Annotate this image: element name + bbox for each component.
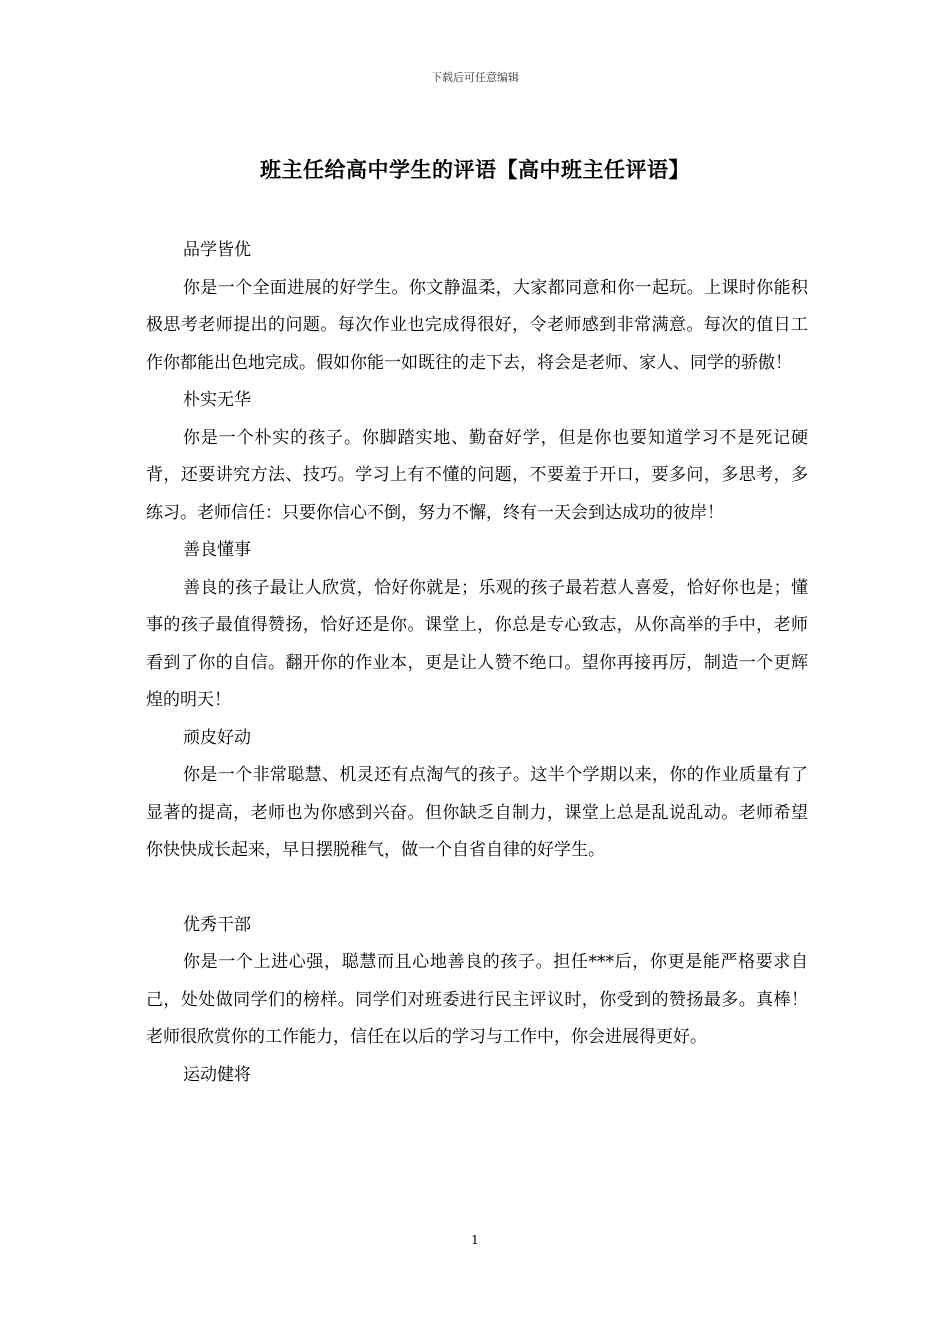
section-heading: 优秀干部 <box>183 914 251 935</box>
page-number: 1 <box>471 1233 479 1247</box>
section-heading: 朴实无华 <box>183 390 251 410</box>
section-heading: 品学皆优 <box>183 240 251 260</box>
section-heading: 顽皮好动 <box>183 727 251 748</box>
page-title: 班主任给高中学生的评语【高中班主任评语】 <box>260 157 690 182</box>
section-heading: 运动健将 <box>183 1064 251 1085</box>
blank-line <box>146 870 808 907</box>
section-paragraph: 你是一个全面进展的好学生。你文静温柔，大家都同意和你一起玩。上课时你能积极思考老师提出的问题。每次作业也完成得很好，令老师感到非常满意。每次的值日工作你都能出色地完成。假如你能一如既往的走下去，将会是老师、家人、同学的骄傲！ <box>146 277 808 373</box>
section-paragraph: 你是一个上进心强，聪慧而且心地善良的孩子。担任***后，你更是能严格要求自己，处处做同学们的榜样。同学们对班委进行民主评议时，你受到的赞扬最多。真棒！老师很欣赏你的工作能力，信任在以后的学习与工作中，你会进展得更好。 <box>146 952 808 1047</box>
section-paragraph: 你是一个非常聪慧、机灵还有点淘气的孩子。这半个学期以来，你的作业质量有了显著的提高，老师也为你感到兴奋。但你缺乏自制力，课堂上总是乱说乱动。老师希望你快快成长起来，早日摆脱稚气，做一个自省自律的好学生。 <box>146 765 808 860</box>
document-body <box>146 232 808 1094</box>
section-heading: 善良懂事 <box>183 540 251 560</box>
section-paragraph: 善良的孩子最让人欣赏，恰好你就是；乐观的孩子最若惹人喜爱，恰好你也是；懂事的孩子最值得赞扬，恰好还是你。课堂上，你总是专心致志，从你高举的手中，老师看到了你的自信。翻开你的作业本，更是让人赞不绝口。望你再接再厉，制造一个更辉煌的明天！ <box>146 577 808 710</box>
section-paragraph: 你是一个朴实的孩子。你脚踏实地、勤奋好学，但是你也要知道学习不是死记硬背，还要讲究方法、技巧。学习上有不懂的问题，不要羞于开口，要多问，多思考，多练习。老师信任：只要你信心不倒，努力不懈，终有一天会到达成功的彼岸！ <box>146 427 808 523</box>
page-header-note: 下载后可任意编辑 <box>431 71 519 84</box>
